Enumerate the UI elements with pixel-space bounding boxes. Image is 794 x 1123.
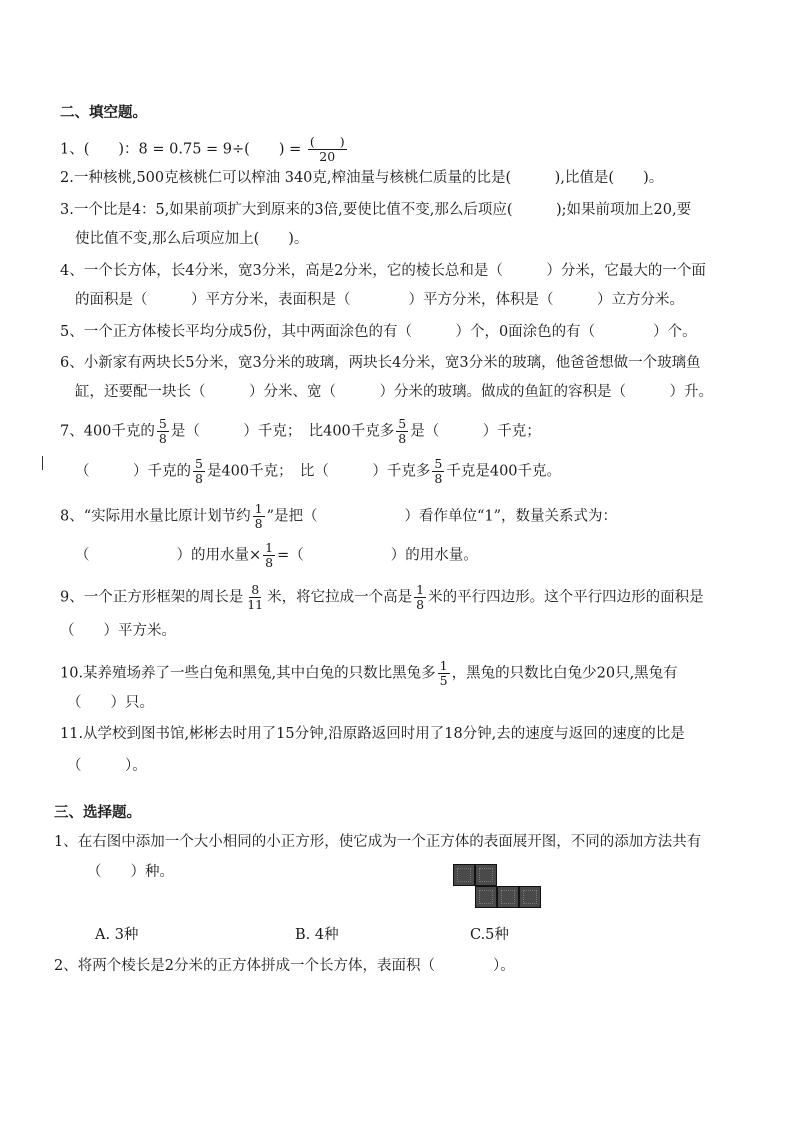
- fraction: $\frac{8}{11}$: [247, 582, 264, 612]
- option-c[interactable]: C.5种: [470, 927, 509, 943]
- net-square: [475, 864, 497, 886]
- net-square: [519, 886, 541, 908]
- fraction: $\frac{( )}{20}$: [309, 134, 345, 164]
- choice-question-1-line-2: （ ）种。: [87, 864, 174, 880]
- question-7-line-2: （ ）千克的 $\frac{5}{8}$ 是400千克； 比（ ）千克多 $\frac{5}{8}$ 千克是400千克。: [75, 456, 562, 486]
- section-heading-choice: 三、选择题。: [54, 804, 141, 821]
- question-11-line-2: （ ）。: [67, 758, 147, 774]
- question-4-line-2: 的面积是（ ）平方分米，表面积是（ ）平方分米，体积是（ ）立方分米。: [75, 292, 684, 308]
- margin-mark: [42, 456, 43, 470]
- question-5: 5、一个正方体棱长平均分成5份，其中两面涂色的有（ ）个，0面涂色的有（ ）个。: [60, 324, 697, 340]
- section-heading-fill: 二、填空题。: [60, 104, 147, 121]
- question-8-line-1: 8、“实际用水量比原计划节约 $\frac{1}{8}$ ”是把（ ）看作单位“1”，数量关系式为：: [60, 501, 618, 531]
- fraction: $\frac{5}{8}$: [434, 456, 443, 486]
- choice-question-1-line-1: 1、在右图中添加一个大小相同的小正方形，使它成为一个正方体的表面展开图，不同的添加方法共有: [54, 834, 702, 850]
- net-square: [453, 864, 475, 886]
- question-6-line-2: 缸，还要配一块长（ ）分米、宽（ ）分米的玻璃。做成的鱼缸的容积是（ ）升。: [75, 384, 713, 400]
- cube-net-figure: [453, 864, 547, 914]
- question-11-line-1: 11.从学校到图书馆,彬彬去时用了15分钟,沿原路返回时用了18分钟,去的速度与返回的速度的比是: [60, 726, 685, 742]
- question-4-line-1: 4、一个长方体，长4分米，宽3分米，高是2分米，它的棱长总和是（ ）分米，它最大的一个面: [60, 263, 706, 279]
- fraction: $\frac{1}{8}$: [254, 501, 263, 531]
- fraction: $\frac{1}{5}$: [439, 658, 448, 688]
- question-1-text: 1、( )：8 = 0.75 = 9÷( ) =: [60, 141, 306, 158]
- fraction: $\frac{5}{8}$: [195, 456, 203, 486]
- question-1: [60, 135, 349, 164]
- choice-question-2: 2、将两个棱长是2分米的正方体拼成一个长方体，表面积（ ）。: [54, 958, 515, 974]
- net-square: [497, 886, 519, 908]
- question-8-line-2: （ ）的用水量× $\frac{1}{8}$ =（ ）的用水量。: [75, 540, 478, 570]
- question-3-line-1: 3.一个比是4：5,如果前项扩大到原来的3倍,要使比值不变,那么后项应( );如果前项加上20,要: [60, 202, 692, 218]
- question-3-line-2: 使比值不变,那么后项应加上( )。: [75, 231, 309, 247]
- net-square: [475, 886, 497, 908]
- question-10-line-2: （ ）只。: [67, 695, 154, 711]
- question-7-line-1: 7、400千克的 $\frac{5}{8}$ 是（ ）千克； 比400千克多 $\frac{5}{8}$ 是（ ）千克；: [60, 416, 541, 446]
- question-10-line-1: 10.某养殖场养了一些白兔和黑兔,其中白兔的只数比黑兔多 $\frac{1}{5}$ ，黑兔的只数比白兔少20只,黑兔有: [60, 658, 678, 688]
- fraction: $\frac{1}{8}$: [265, 540, 274, 570]
- fraction: $\frac{5}{8}$: [398, 416, 407, 446]
- question-9-line-1: 9、一个正方形框架的周长是 $\frac{8}{11}$ 米，将它拉成一个高是 $\frac{1}{8}$ 米的平行四边形。这个平行四边形的面积是: [60, 582, 704, 612]
- fraction: $\frac{5}{8}$: [158, 416, 167, 446]
- question-2: 2.一种核桃,500克核桃仁可以榨油 340克,榨油量与核桃仁质量的比是( ),比值是( )。: [60, 170, 664, 186]
- question-6-line-1: 6、小新家有两块长5分米，宽3分米的玻璃，两块长4分米，宽3分米的玻璃，他爸爸想做一个玻璃鱼: [60, 355, 701, 371]
- question-9-line-2: （ ）平方米。: [60, 623, 176, 639]
- option-b[interactable]: B. 4种: [295, 927, 339, 943]
- fraction: $\frac{1}{8}$: [416, 582, 425, 612]
- option-a[interactable]: A. 3种: [95, 927, 139, 943]
